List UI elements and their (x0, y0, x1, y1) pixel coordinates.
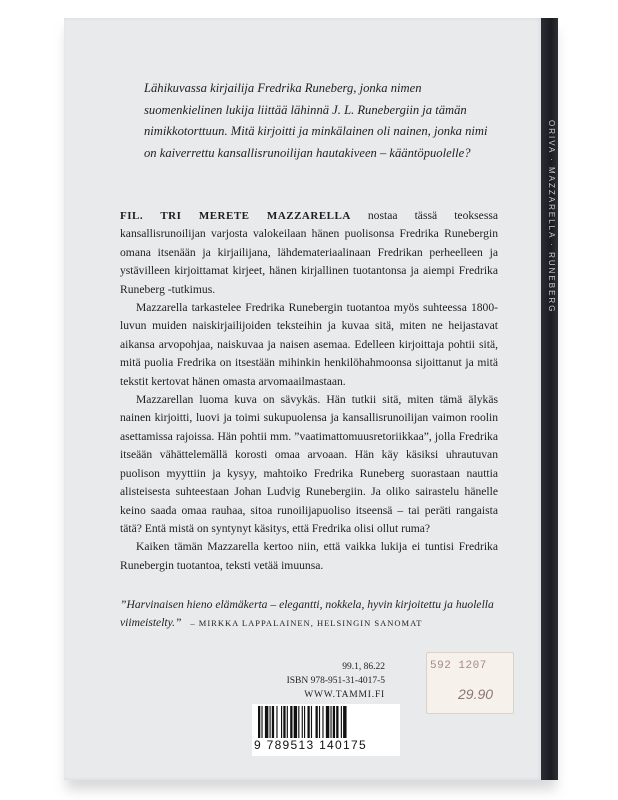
spine-title: ORIVA · MAZZARELLA · RUNEBERG (547, 120, 556, 314)
barcode-bar (316, 706, 318, 738)
intro-blurb (144, 78, 499, 164)
barcode-bar (265, 706, 268, 738)
classification-code: 99.1, 86.22 (342, 662, 385, 672)
barcode-bars (258, 706, 394, 738)
publication-meta (235, 660, 385, 702)
review-quote (120, 596, 510, 632)
barcode-bar (270, 706, 271, 738)
barcode-bar (298, 706, 299, 738)
barcode-bar (304, 706, 305, 738)
description-paragraph: Mazzarella tarkastelee Fredrika Runebergin tuotantoa myös suhteessa 1800-luvun muiden naiskirjailijoiden teksteihin ja kuvaa sitä, miten ne heijastavat aikansa arvopohjaa, naiskuvaa ja naisen asemaa. Edelleen kirjoittaja pohtii sitä, mitä puolia Fredrika on itsestään mihinkin henkilöhahmoonsa sijoittanut ja mitä tekstit kertovat hänen omasta arvomaailmastaan. (120, 301, 498, 388)
barcode-bar (330, 706, 331, 738)
price-sticker-code: 592 1207 (430, 660, 487, 672)
isbn: ISBN 978-951-31-4017-5 (286, 676, 385, 686)
price-sticker-price: 29.90 (458, 686, 494, 702)
barcode-bar (319, 706, 320, 738)
barcode-bar (290, 706, 292, 738)
barcode-bar (258, 706, 260, 738)
barcode-bar (272, 706, 274, 738)
quote-text: ”Harvinaisen hieno elämäkerta – elegantti, nokkela, hyvin kirjoitettu ja huolella viimeistelty.” (120, 598, 494, 629)
author-lead: FIL. TRI MERETE MAZZARELLA (120, 210, 351, 222)
description-paragraph: Kaiken tämän Mazzarella kertoo niin, että vaikka lukija ei tuntisi Fredrika Runebergin tuotantoa, teksti vetää imuunsa. (120, 540, 498, 572)
barcode-bar (283, 706, 285, 738)
barcode-bar (326, 706, 329, 738)
barcode-bar (307, 706, 309, 738)
barcode-bar (336, 706, 338, 738)
barcode-bar (261, 706, 262, 738)
description-paragraph (120, 207, 498, 299)
paragraph-1-text: nostaa tässä teoksessa kansallisrunoilijan varjosta valokeilaan hänen puolisonsa Fredrika Runebergin omana itsenään ja kirjailijana, lähdemateriaalinaan Fredrikan perheelleen ja ystävilleen kirjoittamat kirjeet, hänen kirjallinen tuotantonsa ja aiempi Fredrika Runeberg -tutkimus. (120, 209, 498, 296)
barcode-bar (333, 706, 335, 738)
barcode-bar (294, 706, 297, 738)
barcode-digits: 9 789513 140175 (254, 738, 367, 752)
quote-source: – MIRKKA LAPPALAINEN, HELSINGIN SANOMAT (190, 618, 423, 628)
barcode-bar (341, 706, 342, 738)
isbn-barcode (252, 704, 400, 756)
barcode-bar (276, 706, 277, 738)
barcode-bar (287, 706, 288, 738)
barcode-bar (302, 706, 303, 738)
barcode-bar (322, 706, 323, 738)
barcode-bar (343, 706, 346, 738)
description-paragraph: Mazzarellan luoma kuva on sävykäs. Hän tutkii sitä, miten tämä älykäs nainen kirjoitti, luovi ja toimi sukupuolensa ja kansallisrunoilijan vaimon roolin asettamissa rajoissa. Hän pohtii mm. ”vaatimattomuusretoriikkaa”, jolla Fredrika itseään vähättelemällä korosti omaa arvoaan. Hän käy käsiksi uhrautuvan puolison myyttiin ja kysyy, mahtoiko Fredrika Runeberg suorastaan nauttia alisteisesta suhteestaan Johan Ludvig Runebergiin. Ja oliko sairastelu hänelle keino saada omaa rauhaa, sitoa runoilijapuoliso itseensä – tai peräti rangaista tätä? Entä mistä on syntynyt käsitys, että Fredrika olisi ollut ruma? (120, 393, 498, 535)
description (120, 207, 498, 575)
barcode-bar (281, 706, 282, 738)
barcode-bar (311, 706, 312, 738)
intro-text: Lähikuvassa kirjailija Fredrika Runeberg, jonka nimen suomenkielinen lukija liittää lähinnä J. L. Runebergiin ja tämän nimikkotorttuun. Mitä kirjoitti ja minkälainen oli nainen, jonka nimi on kaiverrettu kansallisrunoilijan hautakiveen – kääntöpuolelle? (144, 81, 488, 160)
publisher-url: WWW.TAMMI.FI (304, 690, 385, 700)
